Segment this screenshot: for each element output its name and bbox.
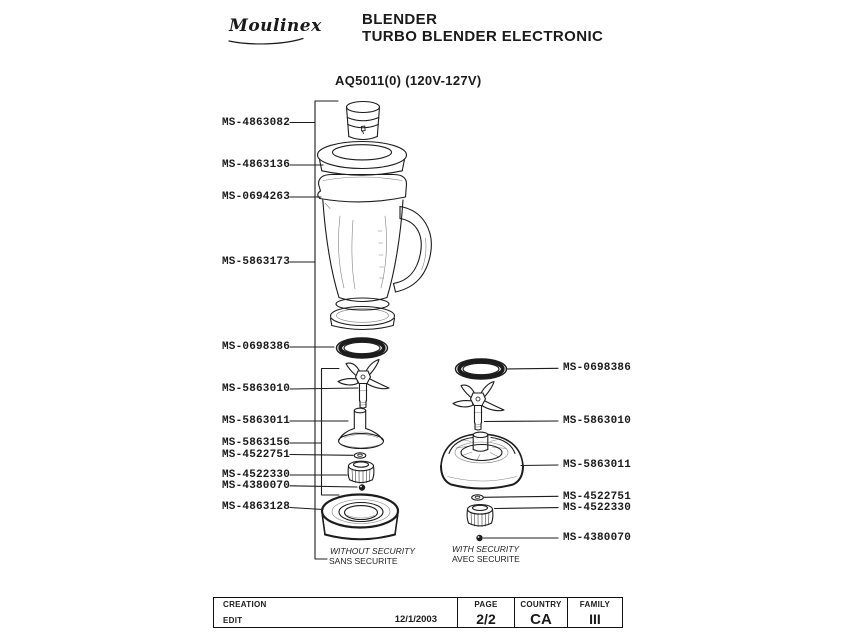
creation-cell [214,598,457,627]
part-label: MS-4863136 [222,159,291,171]
part-label: MS-4380070 [563,532,632,544]
part-label: MS-4522751 [222,448,291,461]
leader-lines-left [290,101,358,559]
part-label: MS-5863011 [222,415,291,427]
part-label: MS-4522330 [563,501,632,514]
jar-collar-drawing [318,175,407,202]
page-value: 2/2 [476,611,496,627]
part-label: MS-5863010 [563,415,632,427]
jar-body-drawing [323,200,432,330]
edit-label: EDIT [223,616,243,625]
page-label: PAGE [474,600,498,609]
part-label: MS-5863156 [222,437,291,449]
country-label: COUNTRY [520,600,562,609]
base-collar-drawing [322,495,398,540]
part-label: MS-5863011 [563,459,632,471]
part-label: MS-0698386 [563,362,632,374]
ball-drawing-right [476,535,482,541]
part-label: MS-5863010 [222,383,291,395]
creation-label: CREATION [223,600,267,609]
doc-title-line1: BLENDER [362,11,438,28]
page-cell [457,598,514,627]
blade-assembly-drawing [338,360,389,409]
leader-lines-right [484,368,559,538]
gasket-drawing [337,338,388,358]
part-label: MS-4380070 [222,479,291,492]
with-security-note-fr: AVEC SECURITE [452,553,520,564]
knob-drawing-right [467,505,493,527]
blade-holder-drawing [339,408,384,448]
ball-drawing [359,484,365,490]
country-cell [514,598,567,627]
family-label: FAMILY [579,600,611,609]
doc-title-line2: TURBO BLENDER ELECTRONIC [362,28,604,45]
washer-drawing-right [472,495,484,500]
model-number: AQ5011(0) (120V-127V) [335,73,482,88]
knob-drawing [348,461,374,483]
lid-drawing [318,142,407,176]
part-label: MS-4522751 [563,490,632,503]
part-label: MS-4863128 [222,501,291,513]
part-label: MS-0698386 [222,341,291,353]
gasket-drawing-right [456,359,507,379]
without-security-note-en: WITHOUT SECURITY [330,546,415,556]
part-label: MS-0694263 [222,191,291,203]
footer-table [213,597,623,628]
family-cell [567,598,622,627]
brand-logo: Moulinex [229,16,322,36]
with-security-note-en: WITH SECURITY [452,543,520,554]
part-label: MS-4522330 [222,469,291,481]
family-value: III [589,611,601,627]
edit-date: 12/1/2003 [394,614,437,625]
measuring-cap-drawing [347,102,380,140]
security-dome-drawing [441,432,523,488]
brand-underline [229,39,303,44]
blade-assembly-drawing-right [453,382,504,431]
country-value: CA [530,611,552,628]
part-label: MS-5863173 [222,256,291,268]
washer-drawing [354,453,366,458]
part-label: MS-4863082 [222,117,291,129]
without-security-note-fr: SANS SECURITE [329,556,398,566]
